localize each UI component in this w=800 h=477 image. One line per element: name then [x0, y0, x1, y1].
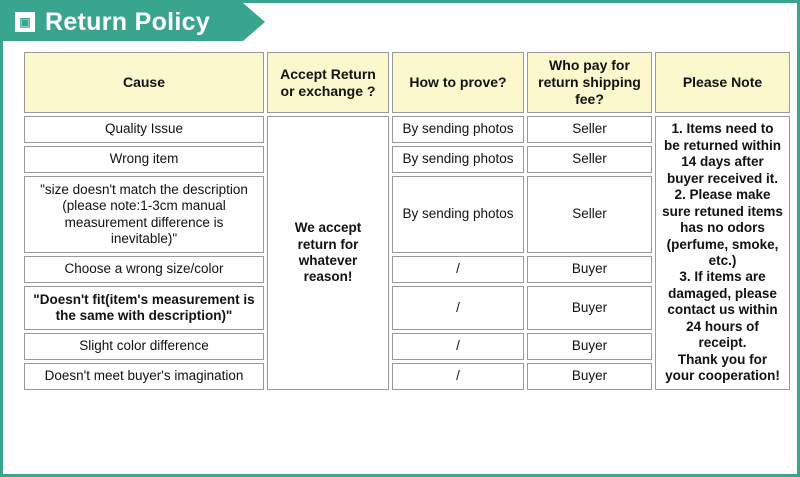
cell-cause: Choose a wrong size/color — [24, 256, 264, 283]
cell-cause: "size doesn't match the description (please note:1-3cm manual measurement difference is inevitable)" — [24, 176, 264, 253]
page-title: Return Policy — [45, 8, 211, 36]
cell-cause: "Doesn't fit(item's measurement is the same with description)" — [24, 286, 264, 330]
cell-who-pays: Buyer — [527, 333, 652, 360]
cell-how-to-prove: / — [392, 333, 524, 360]
policy-table-container — [21, 49, 783, 458]
cell-how-to-prove: By sending photos — [392, 146, 524, 173]
cell-how-to-prove: / — [392, 363, 524, 390]
table-row — [24, 116, 790, 143]
table-header-row — [24, 52, 790, 113]
cell-how-to-prove: / — [392, 286, 524, 330]
cell-accept-return: We accept return for whatever reason! — [267, 116, 389, 390]
cell-who-pays: Seller — [527, 146, 652, 173]
column-header-accept-return: Accept Return or exchange ? — [267, 52, 389, 113]
cell-who-pays: Seller — [527, 116, 652, 143]
header-banner — [3, 3, 797, 43]
cell-cause: Quality Issue — [24, 116, 264, 143]
cell-who-pays: Buyer — [527, 286, 652, 330]
cell-cause: Wrong item — [24, 146, 264, 173]
column-header-how-to-prove: How to prove? — [392, 52, 524, 113]
column-header-please-note: Please Note — [655, 52, 790, 113]
cell-who-pays: Buyer — [527, 256, 652, 283]
cell-cause: Doesn't meet buyer's imagination — [24, 363, 264, 390]
cell-who-pays: Buyer — [527, 363, 652, 390]
cell-cause: Slight color difference — [24, 333, 264, 360]
cell-how-to-prove: / — [392, 256, 524, 283]
cell-who-pays: Seller — [527, 176, 652, 253]
banner-badge-icon: ▣ — [15, 12, 35, 32]
column-header-cause: Cause — [24, 52, 264, 113]
policy-table — [21, 49, 793, 393]
column-header-who-pays: Who pay for return shipping fee? — [527, 52, 652, 113]
cell-how-to-prove: By sending photos — [392, 116, 524, 143]
banner-arrow-tail — [243, 3, 265, 41]
cell-please-note: 1. Items need to be returned within 14 days after buyer received it. 2. Please make sure retuned items has no odors (perfume, smoke, etc.) 3. If items are damaged, please contact us within 24 hours of receipt. Thank you for your cooperation! — [655, 116, 790, 390]
cell-how-to-prove: By sending photos — [392, 176, 524, 253]
